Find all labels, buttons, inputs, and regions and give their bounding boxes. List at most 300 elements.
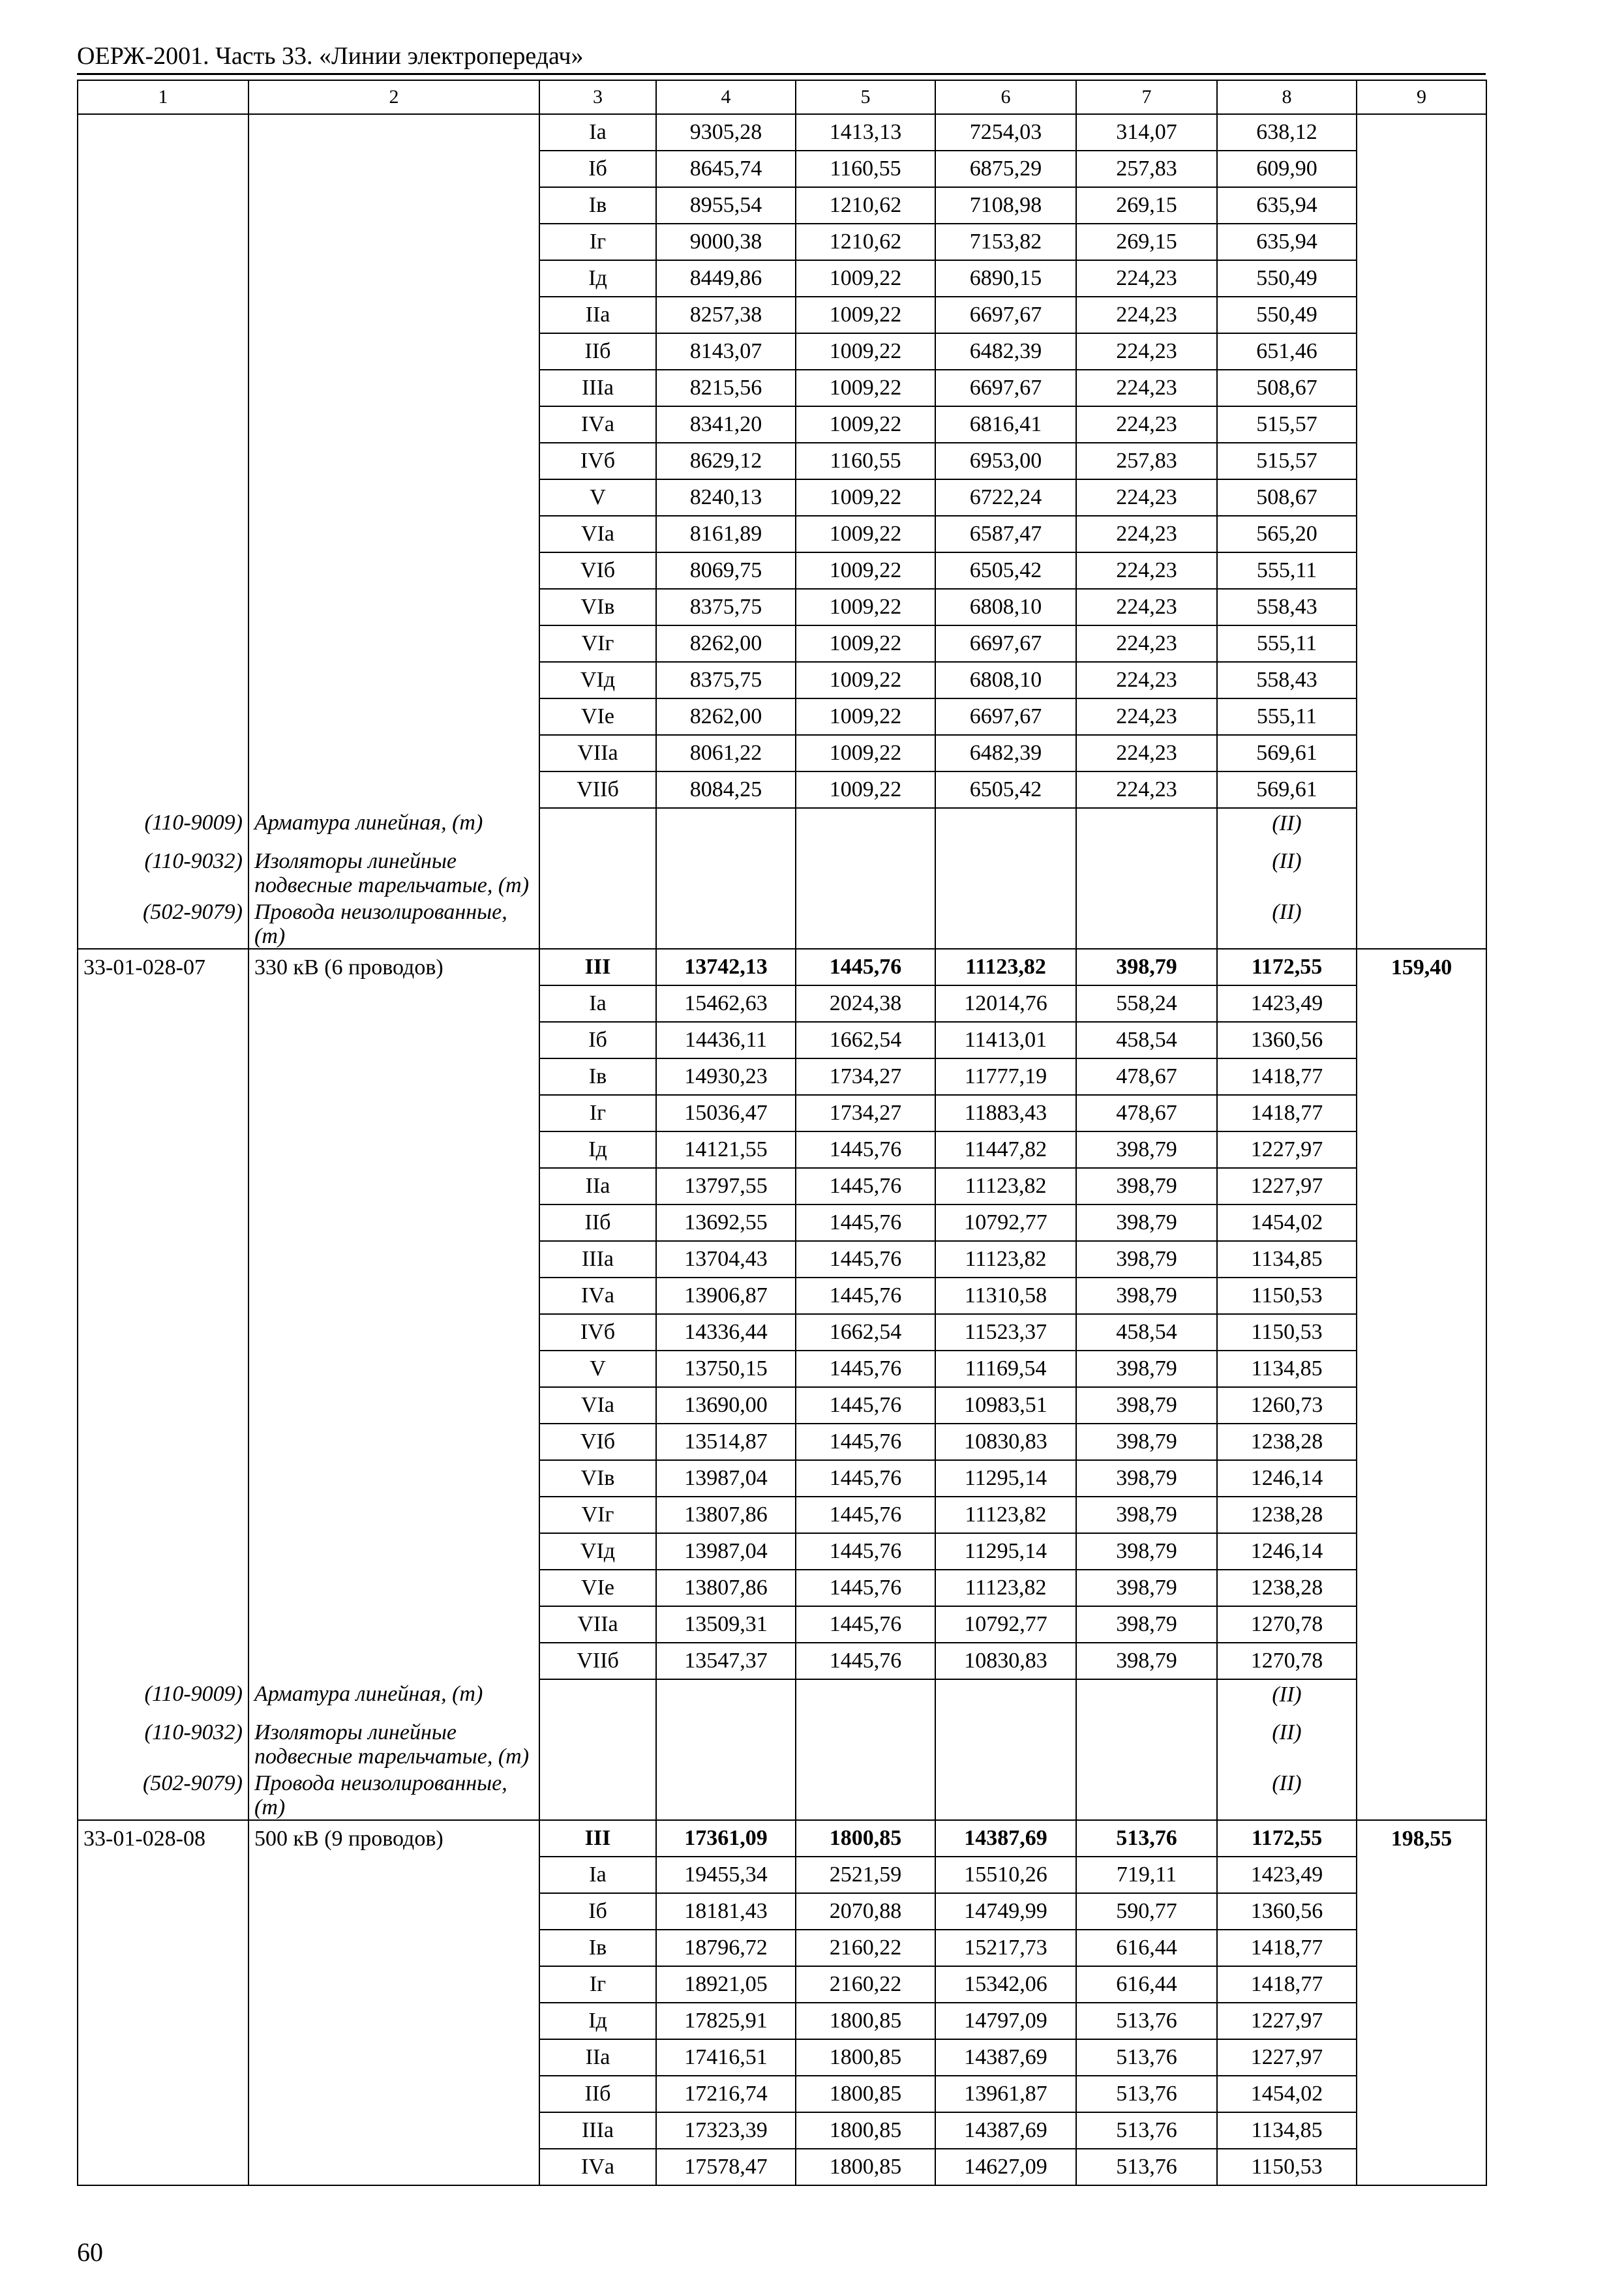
value-cell: 257,83 bbox=[1076, 443, 1217, 479]
resource-name: Арматура линейная, (т) bbox=[248, 808, 539, 846]
value-cell: 8069,75 bbox=[656, 552, 796, 589]
value-cell: 224,23 bbox=[1076, 589, 1217, 625]
name-cell bbox=[248, 333, 539, 370]
value-cell: 13987,04 bbox=[656, 1460, 796, 1497]
table-row bbox=[78, 1204, 1486, 1241]
variant-cell: VIв bbox=[539, 1460, 656, 1497]
value-cell: 513,76 bbox=[1076, 2039, 1217, 2076]
value-cell: 6482,39 bbox=[935, 333, 1076, 370]
value-cell bbox=[1357, 1460, 1486, 1497]
value-cell: 1445,76 bbox=[796, 1460, 935, 1497]
code-cell bbox=[78, 1606, 248, 1643]
value-cell: 398,79 bbox=[1076, 1241, 1217, 1278]
value-cell bbox=[1357, 846, 1486, 897]
value-cell: 569,61 bbox=[1217, 771, 1357, 808]
value-cell: 11777,19 bbox=[935, 1058, 1076, 1095]
value-cell: 1454,02 bbox=[1217, 1204, 1357, 1241]
name-cell bbox=[248, 479, 539, 516]
column-numbers-row bbox=[78, 80, 1486, 114]
value-cell: 478,67 bbox=[1076, 1058, 1217, 1095]
table-row bbox=[78, 662, 1486, 698]
variant-cell bbox=[539, 808, 656, 846]
value-cell bbox=[1357, 516, 1486, 552]
name-cell bbox=[248, 260, 539, 297]
value-cell: 198,55 bbox=[1357, 1820, 1486, 1857]
resource-mark: (II) bbox=[1217, 1769, 1357, 1820]
column-number: 4 bbox=[656, 80, 796, 114]
value-cell: 10830,83 bbox=[935, 1643, 1076, 1679]
name-cell bbox=[248, 735, 539, 771]
value-cell: 10792,77 bbox=[935, 1606, 1076, 1643]
value-cell: 13690,00 bbox=[656, 1387, 796, 1424]
value-cell: 1662,54 bbox=[796, 1314, 935, 1351]
value-cell: 513,76 bbox=[1076, 1820, 1217, 1857]
value-cell: 11123,82 bbox=[935, 1241, 1076, 1278]
value-cell: 513,76 bbox=[1076, 2003, 1217, 2039]
value-cell: 616,44 bbox=[1076, 1930, 1217, 1966]
value-cell: 18921,05 bbox=[656, 1966, 796, 2003]
variant-cell: III bbox=[539, 1820, 656, 1857]
value-cell: 398,79 bbox=[1076, 1131, 1217, 1168]
table-row bbox=[78, 625, 1486, 662]
value-cell: 6505,42 bbox=[935, 552, 1076, 589]
value-cell: 7153,82 bbox=[935, 224, 1076, 260]
variant-cell: Iд bbox=[539, 1131, 656, 1168]
page-number: 60 bbox=[77, 2237, 103, 2267]
value-cell: 14627,09 bbox=[935, 2149, 1076, 2185]
code-cell bbox=[78, 406, 248, 443]
value-cell: 8375,75 bbox=[656, 589, 796, 625]
value-cell: 1800,85 bbox=[796, 2112, 935, 2149]
resource-code: (110-9032) bbox=[78, 846, 248, 897]
value-cell: 1172,55 bbox=[1217, 1820, 1357, 1857]
value-cell: 269,15 bbox=[1076, 224, 1217, 260]
value-cell bbox=[796, 846, 935, 897]
value-cell: 1009,22 bbox=[796, 735, 935, 771]
code-cell bbox=[78, 2112, 248, 2149]
value-cell: 10830,83 bbox=[935, 1424, 1076, 1460]
name-cell bbox=[248, 297, 539, 333]
value-cell: 224,23 bbox=[1076, 735, 1217, 771]
table-row bbox=[78, 516, 1486, 552]
table-row bbox=[78, 1424, 1486, 1460]
value-cell: 1270,78 bbox=[1217, 1643, 1357, 1679]
value-cell: 1260,73 bbox=[1217, 1387, 1357, 1424]
table-row bbox=[78, 1533, 1486, 1570]
value-cell: 1134,85 bbox=[1217, 2112, 1357, 2149]
resource-name: Арматура линейная, (т) bbox=[248, 1679, 539, 1718]
value-cell: 398,79 bbox=[1076, 1497, 1217, 1533]
variant-cell: VIд bbox=[539, 662, 656, 698]
variant-cell: VIIб bbox=[539, 771, 656, 808]
value-cell: 1238,28 bbox=[1217, 1424, 1357, 1460]
value-cell bbox=[1076, 808, 1217, 846]
value-cell: 7108,98 bbox=[935, 187, 1076, 224]
resource-code: (110-9009) bbox=[78, 1679, 248, 1718]
variant-cell: VIIб bbox=[539, 1643, 656, 1679]
variant-cell: Iг bbox=[539, 224, 656, 260]
value-cell: 224,23 bbox=[1076, 698, 1217, 735]
variant-cell: VIг bbox=[539, 625, 656, 662]
value-cell: 398,79 bbox=[1076, 1606, 1217, 1643]
name-cell bbox=[248, 1351, 539, 1387]
value-cell: 1172,55 bbox=[1217, 949, 1357, 985]
value-cell: 569,61 bbox=[1217, 735, 1357, 771]
code-cell bbox=[78, 1351, 248, 1387]
value-cell: 513,76 bbox=[1076, 2149, 1217, 2185]
value-cell bbox=[935, 1679, 1076, 1718]
code-cell bbox=[78, 1131, 248, 1168]
value-cell: 12014,76 bbox=[935, 985, 1076, 1022]
group-main-row bbox=[78, 949, 1486, 985]
resource-code: (110-9009) bbox=[78, 808, 248, 846]
value-cell: 6697,67 bbox=[935, 297, 1076, 333]
value-cell: 11123,82 bbox=[935, 1168, 1076, 1204]
resource-name: Провода неизолированные, (т) bbox=[248, 1769, 539, 1820]
name-cell bbox=[248, 516, 539, 552]
value-cell: 6808,10 bbox=[935, 662, 1076, 698]
value-cell: 1454,02 bbox=[1217, 2076, 1357, 2112]
value-cell: 224,23 bbox=[1076, 662, 1217, 698]
value-cell: 14121,55 bbox=[656, 1131, 796, 1168]
variant-cell: IIа bbox=[539, 297, 656, 333]
value-cell: 1009,22 bbox=[796, 260, 935, 297]
variant-cell bbox=[539, 1769, 656, 1820]
value-cell: 2160,22 bbox=[796, 1966, 935, 2003]
variant-cell: VIд bbox=[539, 1533, 656, 1570]
code-cell bbox=[78, 297, 248, 333]
value-cell: 1445,76 bbox=[796, 1570, 935, 1606]
value-cell: 8262,00 bbox=[656, 698, 796, 735]
value-cell: 224,23 bbox=[1076, 625, 1217, 662]
table-row bbox=[78, 479, 1486, 516]
value-cell: 513,76 bbox=[1076, 2112, 1217, 2149]
value-cell bbox=[1357, 808, 1486, 846]
name-cell bbox=[248, 625, 539, 662]
value-cell: 1418,77 bbox=[1217, 1058, 1357, 1095]
value-cell bbox=[656, 1679, 796, 1718]
value-cell bbox=[1357, 735, 1486, 771]
column-number: 9 bbox=[1357, 80, 1486, 114]
value-cell: 1413,13 bbox=[796, 114, 935, 151]
value-cell bbox=[1357, 1679, 1486, 1718]
value-cell: 8645,74 bbox=[656, 151, 796, 187]
name-cell bbox=[248, 1533, 539, 1570]
value-cell bbox=[1357, 370, 1486, 406]
value-cell bbox=[1076, 1679, 1217, 1718]
value-cell: 555,11 bbox=[1217, 625, 1357, 662]
value-cell: 398,79 bbox=[1076, 1168, 1217, 1204]
variant-cell: VIб bbox=[539, 552, 656, 589]
name-cell bbox=[248, 1857, 539, 1893]
table-row bbox=[78, 224, 1486, 260]
value-cell bbox=[1357, 1095, 1486, 1131]
value-cell: 17216,74 bbox=[656, 2076, 796, 2112]
value-cell: 224,23 bbox=[1076, 370, 1217, 406]
value-cell: 1734,27 bbox=[796, 1095, 935, 1131]
value-cell: 398,79 bbox=[1076, 1460, 1217, 1497]
value-cell bbox=[1357, 1930, 1486, 1966]
value-cell: 1160,55 bbox=[796, 443, 935, 479]
value-cell: 9305,28 bbox=[656, 114, 796, 151]
code-cell bbox=[78, 333, 248, 370]
variant-cell: Iа bbox=[539, 985, 656, 1022]
value-cell: 224,23 bbox=[1076, 479, 1217, 516]
value-cell bbox=[656, 897, 796, 949]
value-cell bbox=[1357, 1606, 1486, 1643]
value-cell: 1227,97 bbox=[1217, 1131, 1357, 1168]
resource-name: Изоляторы линейные подвесные тарельчатые, (т) bbox=[248, 1718, 539, 1769]
value-cell: 1009,22 bbox=[796, 297, 935, 333]
value-cell: 6953,00 bbox=[935, 443, 1076, 479]
value-cell: 550,49 bbox=[1217, 297, 1357, 333]
value-cell: 1445,76 bbox=[796, 1533, 935, 1570]
value-cell: 1009,22 bbox=[796, 333, 935, 370]
value-cell: 1445,76 bbox=[796, 949, 935, 985]
value-cell bbox=[1357, 1022, 1486, 1058]
value-cell bbox=[1357, 1533, 1486, 1570]
value-cell: 398,79 bbox=[1076, 1570, 1217, 1606]
resource-mark: (II) bbox=[1217, 808, 1357, 846]
value-cell: 15510,26 bbox=[935, 1857, 1076, 1893]
code-cell bbox=[78, 2003, 248, 2039]
value-cell: 1445,76 bbox=[796, 1424, 935, 1460]
value-cell: 558,43 bbox=[1217, 589, 1357, 625]
name-cell bbox=[248, 771, 539, 808]
code-cell bbox=[78, 1460, 248, 1497]
value-cell: 15462,63 bbox=[656, 985, 796, 1022]
name-cell bbox=[248, 985, 539, 1022]
value-cell: 13514,87 bbox=[656, 1424, 796, 1460]
name-cell bbox=[248, 1643, 539, 1679]
value-cell bbox=[796, 1679, 935, 1718]
value-cell: 1150,53 bbox=[1217, 2149, 1357, 2185]
value-cell: 6697,67 bbox=[935, 370, 1076, 406]
value-cell: 6697,67 bbox=[935, 625, 1076, 662]
value-cell: 398,79 bbox=[1076, 1533, 1217, 1570]
table-row bbox=[78, 443, 1486, 479]
resource-mark: (II) bbox=[1217, 1679, 1357, 1718]
column-number: 8 bbox=[1217, 80, 1357, 114]
value-cell: 1445,76 bbox=[796, 1643, 935, 1679]
value-cell: 6505,42 bbox=[935, 771, 1076, 808]
value-cell: 398,79 bbox=[1076, 1387, 1217, 1424]
value-cell: 1662,54 bbox=[796, 1022, 935, 1058]
name-cell bbox=[248, 1204, 539, 1241]
table-row bbox=[78, 735, 1486, 771]
value-cell: 17361,09 bbox=[656, 1820, 796, 1857]
variant-cell: IIб bbox=[539, 1204, 656, 1241]
code-cell bbox=[78, 187, 248, 224]
value-cell bbox=[796, 808, 935, 846]
value-cell: 8955,54 bbox=[656, 187, 796, 224]
value-cell: 550,49 bbox=[1217, 260, 1357, 297]
name-cell bbox=[248, 1241, 539, 1278]
value-cell: 15342,06 bbox=[935, 1966, 1076, 2003]
value-cell: 13692,55 bbox=[656, 1204, 796, 1241]
group-main-row bbox=[78, 1820, 1486, 1857]
name-cell bbox=[248, 1314, 539, 1351]
value-cell: 14797,09 bbox=[935, 2003, 1076, 2039]
value-cell bbox=[1357, 479, 1486, 516]
value-cell bbox=[656, 808, 796, 846]
value-cell bbox=[1357, 1131, 1486, 1168]
value-cell: 11123,82 bbox=[935, 1497, 1076, 1533]
value-cell: 14387,69 bbox=[935, 2039, 1076, 2076]
value-cell: 14436,11 bbox=[656, 1022, 796, 1058]
name-cell bbox=[248, 1460, 539, 1497]
resource-row bbox=[78, 1679, 1486, 1718]
value-cell: 398,79 bbox=[1076, 1278, 1217, 1314]
value-cell: 18796,72 bbox=[656, 1930, 796, 1966]
code-cell bbox=[78, 1857, 248, 1893]
name-cell bbox=[248, 1606, 539, 1643]
name-cell bbox=[248, 2039, 539, 2076]
name-cell bbox=[248, 1095, 539, 1131]
name-cell bbox=[248, 187, 539, 224]
value-cell: 13807,86 bbox=[656, 1570, 796, 1606]
value-cell bbox=[1357, 2149, 1486, 2185]
value-cell: 1009,22 bbox=[796, 662, 935, 698]
column-number: 2 bbox=[248, 80, 539, 114]
name-cell bbox=[248, 1497, 539, 1533]
table-row bbox=[78, 2076, 1486, 2112]
code-cell bbox=[78, 1278, 248, 1314]
value-cell: 635,94 bbox=[1217, 224, 1357, 260]
code-cell bbox=[78, 443, 248, 479]
variant-cell: VIа bbox=[539, 516, 656, 552]
code-cell bbox=[78, 151, 248, 187]
table-row bbox=[78, 1022, 1486, 1058]
value-cell: 2521,59 bbox=[796, 1857, 935, 1893]
code-cell bbox=[78, 1314, 248, 1351]
variant-cell: Iг bbox=[539, 1966, 656, 2003]
value-cell bbox=[1357, 1351, 1486, 1387]
value-cell: 1800,85 bbox=[796, 2039, 935, 2076]
value-cell: 159,40 bbox=[1357, 949, 1486, 985]
value-cell: 10792,77 bbox=[935, 1204, 1076, 1241]
resource-name: Изоляторы линейные подвесные тарельчатые, (т) bbox=[248, 846, 539, 897]
table-row bbox=[78, 187, 1486, 224]
table-row bbox=[78, 1893, 1486, 1930]
value-cell bbox=[1357, 2039, 1486, 2076]
variant-cell: IIIа bbox=[539, 370, 656, 406]
value-cell bbox=[1357, 1497, 1486, 1533]
rates-table bbox=[77, 80, 1487, 2186]
variant-cell: V bbox=[539, 479, 656, 516]
column-number: 3 bbox=[539, 80, 656, 114]
value-cell bbox=[1076, 846, 1217, 897]
table-row bbox=[78, 370, 1486, 406]
value-cell: 8449,86 bbox=[656, 260, 796, 297]
code-cell bbox=[78, 1643, 248, 1679]
variant-cell: IVа bbox=[539, 406, 656, 443]
value-cell: 6722,24 bbox=[935, 479, 1076, 516]
value-cell: 17578,47 bbox=[656, 2149, 796, 2185]
variant-cell: Iг bbox=[539, 1095, 656, 1131]
value-cell: 9000,38 bbox=[656, 224, 796, 260]
value-cell: 13807,86 bbox=[656, 1497, 796, 1533]
variant-cell: VIIа bbox=[539, 1606, 656, 1643]
table-row bbox=[78, 1314, 1486, 1351]
value-cell: 1009,22 bbox=[796, 698, 935, 735]
value-cell: 11523,37 bbox=[935, 1314, 1076, 1351]
value-cell: 398,79 bbox=[1076, 1204, 1217, 1241]
value-cell: 269,15 bbox=[1076, 187, 1217, 224]
value-cell: 14336,44 bbox=[656, 1314, 796, 1351]
name-cell bbox=[248, 224, 539, 260]
table-row bbox=[78, 1606, 1486, 1643]
table-row bbox=[78, 2039, 1486, 2076]
value-cell: 1418,77 bbox=[1217, 1095, 1357, 1131]
value-cell: 1009,22 bbox=[796, 406, 935, 443]
value-cell: 1134,85 bbox=[1217, 1351, 1357, 1387]
code-cell bbox=[78, 985, 248, 1022]
code-cell bbox=[78, 2076, 248, 2112]
value-cell: 1227,97 bbox=[1217, 2039, 1357, 2076]
value-cell: 1009,22 bbox=[796, 771, 935, 808]
value-cell: 8215,56 bbox=[656, 370, 796, 406]
value-cell: 2024,38 bbox=[796, 985, 935, 1022]
value-cell: 1246,14 bbox=[1217, 1533, 1357, 1570]
value-cell: 6816,41 bbox=[935, 406, 1076, 443]
table-row bbox=[78, 1387, 1486, 1424]
value-cell: 1445,76 bbox=[796, 1387, 935, 1424]
value-cell: 1150,53 bbox=[1217, 1314, 1357, 1351]
value-cell: 14749,99 bbox=[935, 1893, 1076, 1930]
value-cell: 1270,78 bbox=[1217, 1606, 1357, 1643]
value-cell: 1800,85 bbox=[796, 2003, 935, 2039]
value-cell: 8161,89 bbox=[656, 516, 796, 552]
value-cell: 1160,55 bbox=[796, 151, 935, 187]
value-cell: 13797,55 bbox=[656, 1168, 796, 1204]
group-code: 33-01-028-07 bbox=[78, 949, 248, 985]
value-cell: 1009,22 bbox=[796, 370, 935, 406]
value-cell bbox=[1357, 1769, 1486, 1820]
code-cell bbox=[78, 1168, 248, 1204]
value-cell: 14387,69 bbox=[935, 1820, 1076, 1857]
value-cell bbox=[1357, 1893, 1486, 1930]
column-number: 1 bbox=[78, 80, 248, 114]
value-cell: 1360,56 bbox=[1217, 1022, 1357, 1058]
name-cell bbox=[248, 1930, 539, 1966]
value-cell: 13704,43 bbox=[656, 1241, 796, 1278]
code-cell bbox=[78, 1095, 248, 1131]
value-cell bbox=[1357, 662, 1486, 698]
value-cell: 1445,76 bbox=[796, 1168, 935, 1204]
value-cell bbox=[1357, 1168, 1486, 1204]
value-cell: 1418,77 bbox=[1217, 1930, 1357, 1966]
page-header: ОЕРЖ-2001. Часть 33. «Линии электропередач» bbox=[77, 42, 584, 70]
value-cell: 1445,76 bbox=[796, 1241, 935, 1278]
value-cell: 1009,22 bbox=[796, 516, 935, 552]
variant-cell: VIа bbox=[539, 1387, 656, 1424]
code-cell bbox=[78, 1424, 248, 1460]
code-cell bbox=[78, 260, 248, 297]
value-cell: 1210,62 bbox=[796, 224, 935, 260]
value-cell: 7254,03 bbox=[935, 114, 1076, 151]
code-cell bbox=[78, 114, 248, 151]
table-row bbox=[78, 552, 1486, 589]
value-cell: 17323,39 bbox=[656, 2112, 796, 2149]
value-cell: 8061,22 bbox=[656, 735, 796, 771]
value-cell: 616,44 bbox=[1076, 1966, 1217, 2003]
resource-code: (110-9032) bbox=[78, 1718, 248, 1769]
value-cell bbox=[1357, 985, 1486, 1022]
variant-cell: IIIа bbox=[539, 2112, 656, 2149]
value-cell: 458,54 bbox=[1076, 1314, 1217, 1351]
value-cell bbox=[796, 897, 935, 949]
